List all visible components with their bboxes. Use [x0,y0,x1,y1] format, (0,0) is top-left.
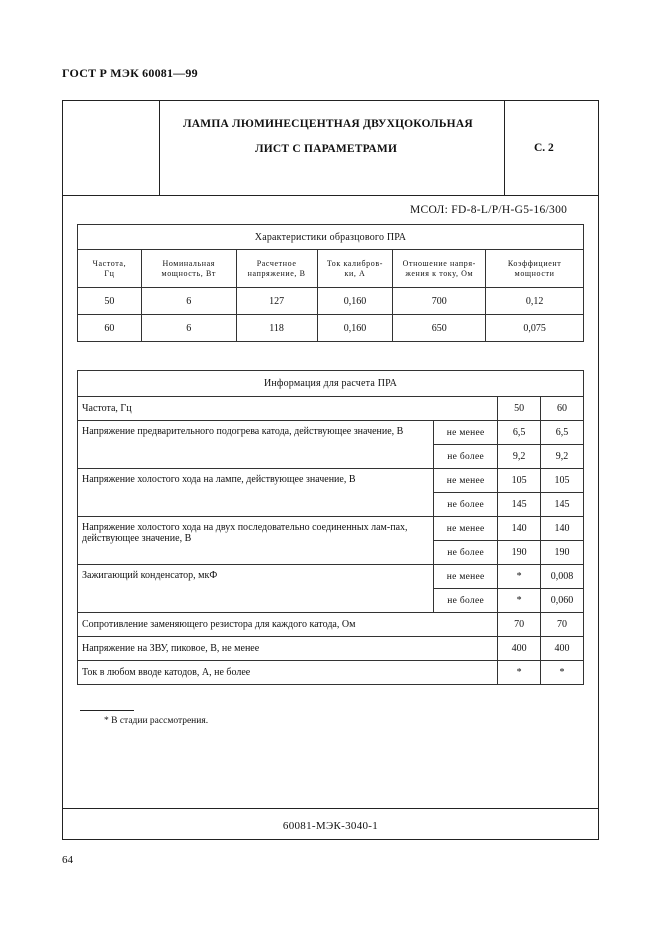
table-cell: 50 [498,397,541,421]
table-cell: 118 [236,315,317,342]
table-cell: 190 [498,541,541,565]
table-row [78,397,584,421]
table-cell: 140 [541,517,584,541]
table-cell: 9,2 [498,445,541,469]
table-cell: 0,075 [486,315,584,342]
table-cell: 0,160 [317,288,393,315]
table-row [78,469,584,493]
table-cell: 70 [541,613,584,637]
qualifier: не менее [434,517,498,541]
lamp-title: ЛАМПА ЛЮМИНЕСЦЕНТНАЯ ДВУХЦОКОЛЬНАЯ [183,118,473,130]
table-row [78,565,584,589]
table-cell: * [498,565,541,589]
ocv-lamp-label: Напряжение холостого хода на лампе, действующее значение, В [78,469,434,517]
table-row [78,613,584,637]
table-row [78,661,584,685]
column-header: Расчетное напряжение, В [236,250,317,288]
capacitor-label: Зажигающий конденсатор, мкФ [78,565,434,613]
qualifier: не менее [434,469,498,493]
table-cell: * [498,589,541,613]
qualifier: не более [434,493,498,517]
table-cell: 105 [498,469,541,493]
reference-ballast-caption: Характеристики образцового ПРА [78,225,584,250]
table-cell: 145 [498,493,541,517]
table-cell: 0,008 [541,565,584,589]
qualifier: не более [434,445,498,469]
table-cell: 145 [541,493,584,517]
preheat-label: Напряжение предварительного подогрева катода, действующее значение, В [78,421,434,469]
table-cell: 190 [541,541,584,565]
table-cell: 60 [78,315,142,342]
column-header: Номинальная мощность, Вт [141,250,236,288]
sheet-number: 60081-МЭК-3040-1 [282,820,379,832]
table-cell: 0,12 [486,288,584,315]
table-cell: 105 [541,469,584,493]
column-header: Ток калибров- ки, А [317,250,393,288]
table-cell: 70 [498,613,541,637]
table-cell: 400 [541,637,584,661]
frequency-label: Частота, Гц [78,397,498,421]
table-cell: 50 [78,288,142,315]
table-row [78,517,584,541]
table-row [78,288,584,315]
ballast-info-caption: Информация для расчета ПРА [78,371,584,397]
table-header-row [78,250,584,288]
lamp-designation: МСОЛ: FD-8-L/P/H-G5-16/300 [410,204,568,216]
standard-header: ГОСТ Р МЭК 60081—99 [62,66,198,80]
qualifier: не менее [434,421,498,445]
table-row [78,421,584,445]
table-cell: 6 [141,315,236,342]
title-divider-left [159,100,160,195]
table-cell: 400 [498,637,541,661]
column-header: Отношение напря- жения к току, Ом [393,250,486,288]
sheet-title: ЛИСТ С ПАРАМЕТРАМИ [255,143,398,155]
table-row [78,637,584,661]
column-header: Коэффициент мощности [486,250,584,288]
table-cell: * [498,661,541,685]
table-cell: 6,5 [498,421,541,445]
cathode-current-label: Ток в любом вводе катодов, А, не более [78,661,498,685]
title-divider-right [504,100,505,195]
table-cell: 127 [236,288,317,315]
table-cell: 60 [541,397,584,421]
qualifier: не более [434,589,498,613]
peak-voltage-label: Напряжение на ЗВУ, пиковое, В, не менее [78,637,498,661]
table-cell: 6 [141,288,236,315]
column-header: Частота, Гц [78,250,142,288]
qualifier: не менее [434,565,498,589]
table-row [78,315,584,342]
qualifier: не более [434,541,498,565]
table-cell: 6,5 [541,421,584,445]
reference-ballast-table [77,224,584,342]
table-cell: 0,160 [317,315,393,342]
table-cell: 9,2 [541,445,584,469]
ocv-two-lamps-label: Напряжение холостого хода на двух последовательно соединенных лам-пах, действующее значение, В [78,517,434,565]
table-cell: 140 [498,517,541,541]
ballast-info-table [77,370,584,685]
table-cell: 700 [393,288,486,315]
footnote-rule [80,710,134,711]
table-cell: 0,060 [541,589,584,613]
footnote: * В стадии рассмотрения. [104,716,209,726]
table-cell: * [541,661,584,685]
page-label: С. 2 [534,142,554,154]
table-cell: 650 [393,315,486,342]
resistor-label: Сопротивление заменяющего резистора для каждого катода, Ом [78,613,498,637]
page-number: 64 [62,854,73,866]
